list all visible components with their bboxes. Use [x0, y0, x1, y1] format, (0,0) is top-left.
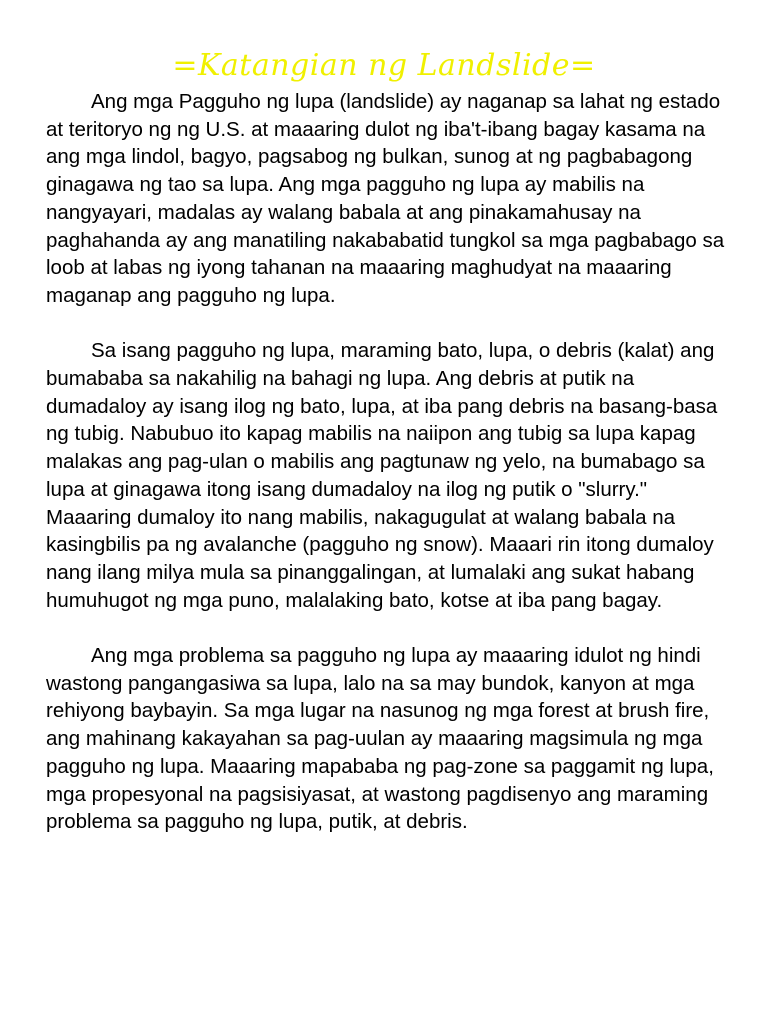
document-title: =Katangian ng Landslide=	[172, 48, 596, 83]
paragraph-3: Ang mga problema sa pagguho ng lupa ay maaaring idulot ng hindi wastong pangangasiwa sa lupa, lalo na sa may bundok, kanyon at mga rehiyong baybayin. Sa mga lugar na nasunog ng mga forest at brush fire, ang mahinang kakayahan sa pag-uulan ay maaaring magsimula ng mga pagguho ng lupa. Maaaring mapababa ng pag-zone sa paggamit ng lupa, mga propesyonal na pagsisiyasat, at wastong pagdisenyo ang maraming problema sa pagguho ng lupa, putik, at debris.	[46, 644, 714, 834]
paragraph-2: Sa isang pagguho ng lupa, maraming bato, lupa, o debris (kalat) ang bumababa sa nakahilig na bahagi ng lupa. Ang debris at putik na dumadaloy ay isang ilog ng bato, lupa, at iba pang debris na basang-basa ng tubig. Nabubuo ito kapag mabilis na naiipon ang tubig sa lupa kapag malakas ang pag-ulan o mabilis ang pagtunaw ng yelo, na bumabago sa lupa at ginagawa itong isang dumadaloy na ilog ng putik o "slurry." Maaaring dumaloy ito nang mabilis, nakagugulat at walang babala na kasingbilis pa ng avalanche (pagguho ng snow). Maaari rin itong dumaloy nang ilang milya mula sa pinanggalingan, at lumalaki ang sukat habang humuhugot ng mga puno, malalaking bato, kotse at iba pang bagay.	[46, 339, 718, 612]
document-body	[46, 88, 730, 836]
paragraph-1: Ang mga Pagguho ng lupa (landslide) ay naganap sa lahat ng estado at teritoryo ng ng U.S. at maaaring dulot ng iba't-ibang bagay kasama na ang mga lindol, bagyo, pagsabog ng bulkan, sunog at ng pagbabagong ginagawa ng tao sa lupa. Ang mga pagguho ng lupa ay mabilis na nangyayari, madalas ay walang babala at ang pinakamahusay na paghahanda ay ang manatiling nakababatid tungkol sa mga pagbabago sa loob at labas ng iyong tahanan na maaaring maghudyat na maaaring maganap ang pagguho ng lupa.	[46, 90, 725, 307]
